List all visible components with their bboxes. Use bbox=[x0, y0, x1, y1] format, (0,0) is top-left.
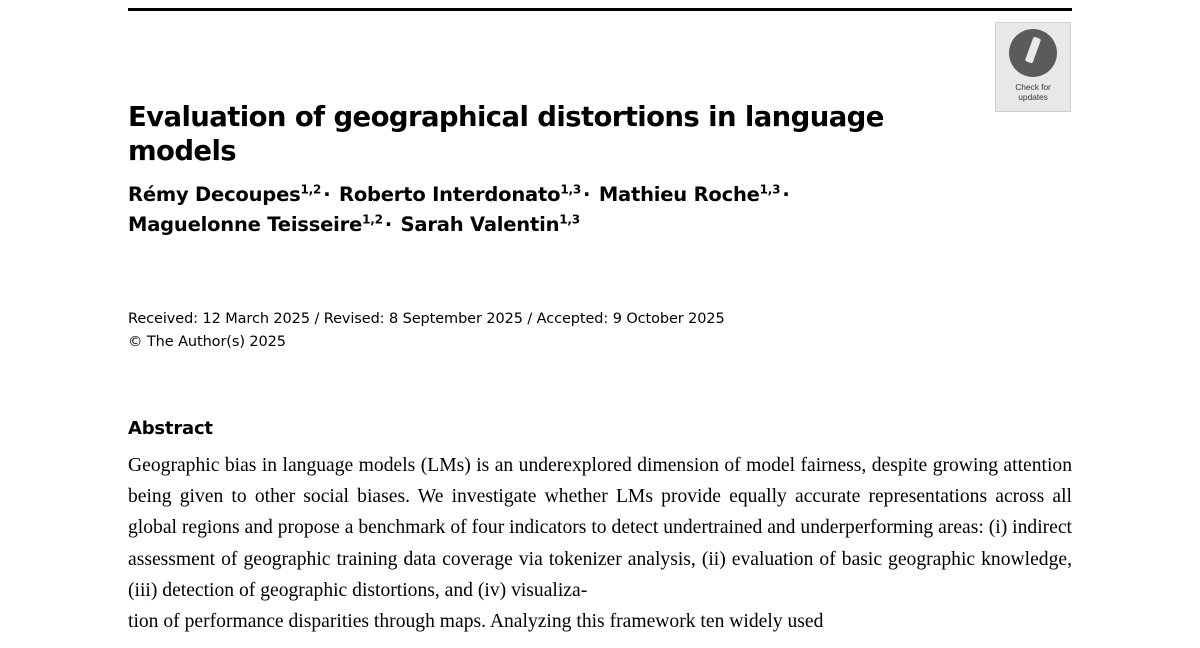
author-separator: · bbox=[384, 213, 392, 236]
crossmark-label-line2: updates bbox=[1018, 92, 1048, 102]
crossmark-badge[interactable] bbox=[995, 22, 1071, 112]
author-name: Sarah Valentin bbox=[400, 213, 560, 236]
author-affiliation: 1,2 bbox=[362, 212, 383, 227]
abstract-text bbox=[128, 450, 1072, 637]
author-name: Maguelonne Teisseire bbox=[128, 213, 363, 236]
copyright-line: © The Author(s) 2025 bbox=[128, 334, 286, 350]
author-name: Roberto Interdonato bbox=[339, 183, 561, 206]
author-name: Mathieu Roche bbox=[598, 183, 760, 206]
author-affiliation: 1,2 bbox=[300, 182, 322, 197]
author-affiliation: 1,3 bbox=[759, 182, 781, 197]
crossmark-icon bbox=[1009, 29, 1057, 77]
author-separator: · bbox=[782, 183, 790, 206]
abstract-heading: Abstract bbox=[128, 418, 213, 439]
author-affiliation: 1,3 bbox=[559, 212, 580, 227]
abstract-paragraph-clipped: tion of performance disparities through maps. Analyzing this framework ten widely used bbox=[128, 611, 824, 633]
author-name: Rémy Decoupes bbox=[128, 183, 301, 206]
page-title: Evaluation of geographical distortions in language models bbox=[128, 101, 884, 167]
header-rule bbox=[128, 8, 1072, 11]
abstract-paragraph: Geographic bias in language models (LMs) is an underexplored dimension of model fairness, despite growing attention being given to other social biases. We investigate whether LMs provide equally accurate representations across all global regions and propose a benchmark of four indicators to detect undertrained and underperforming areas: (i) indirect assessment of geographic training data coverage via tokenizer analysis, (ii) evaluation of basic geographic knowledge, (iii) detection of geographic distortions, and (iv) visualiza- bbox=[128, 455, 1072, 601]
author-separator: · bbox=[323, 183, 331, 206]
publication-history bbox=[128, 308, 1008, 354]
received-revised-accepted: Received: 12 March 2025 / Revised: 8 September 2025 / Accepted: 9 October 2025 bbox=[128, 311, 725, 327]
crossmark-label-line1: Check for bbox=[1015, 82, 1051, 92]
author-affiliation: 1,3 bbox=[560, 182, 582, 197]
author-separator: · bbox=[583, 183, 591, 206]
author-list bbox=[128, 180, 1008, 240]
crossmark-label bbox=[1015, 82, 1050, 102]
